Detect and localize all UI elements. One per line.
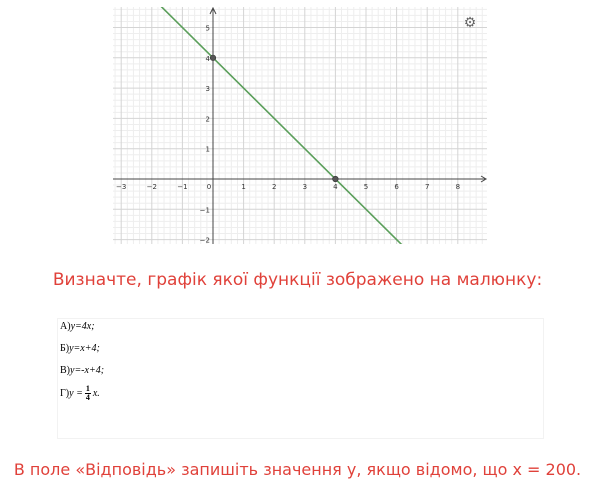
option-letter: Г) (60, 387, 70, 399)
option-formula: y=4x; (70, 321, 95, 332)
function-graph (113, 7, 487, 244)
fraction-denominator: 4 (85, 393, 90, 402)
option-letter: В) (60, 365, 70, 376)
x-tick-label: 7 (424, 183, 430, 191)
option-v (60, 365, 104, 376)
function-line (161, 7, 406, 244)
x-tick-label: 6 (394, 183, 399, 191)
x-tick-label: −2 (146, 183, 157, 191)
graph-canvas (113, 7, 487, 244)
y-tick-label: 3 (205, 85, 210, 94)
x-tick-label: 0 (206, 183, 212, 191)
x-tick-label: −1 (177, 183, 188, 191)
x-tick-label: 5 (363, 183, 369, 191)
y-tick-label: 4 (205, 54, 210, 63)
option-h (60, 385, 100, 402)
gear-icon[interactable]: ⚙ (463, 14, 477, 30)
y-tick-label: 2 (205, 115, 210, 124)
option-formula: y=-x+4; (70, 365, 105, 376)
option-formula-suffix: x. (92, 387, 100, 399)
intercept-point (210, 55, 216, 61)
fraction-numerator: 1 (85, 384, 90, 393)
y-tick-label: 1 (205, 145, 210, 154)
option-formula-prefix: y = (69, 387, 83, 399)
y-tick-label: 5 (205, 24, 210, 33)
x-tick-label: 8 (455, 183, 461, 191)
option-formula: y=x+4; (69, 343, 100, 354)
instruction-text: В поле «Відповідь» запишіть значення y, якщо відомо, що x = 200. (13, 460, 582, 479)
answer-options (58, 319, 543, 438)
y-tick-label: −1 (199, 206, 210, 215)
x-tick-label: 3 (302, 183, 308, 191)
option-b (60, 343, 100, 354)
x-tick-label: −3 (116, 183, 127, 191)
x-tick-label: 2 (271, 183, 277, 191)
intercept-point (333, 176, 339, 182)
fraction (85, 385, 91, 402)
option-letter: Б) (60, 343, 70, 354)
x-tick-label: 1 (241, 183, 246, 191)
y-tick-label: −2 (199, 236, 210, 244)
x-tick-label: 4 (333, 183, 338, 191)
option-a (60, 321, 95, 332)
question-text: Визначте, графік якої функції зображено на малюнку: (52, 270, 543, 290)
option-letter: А) (60, 321, 71, 332)
